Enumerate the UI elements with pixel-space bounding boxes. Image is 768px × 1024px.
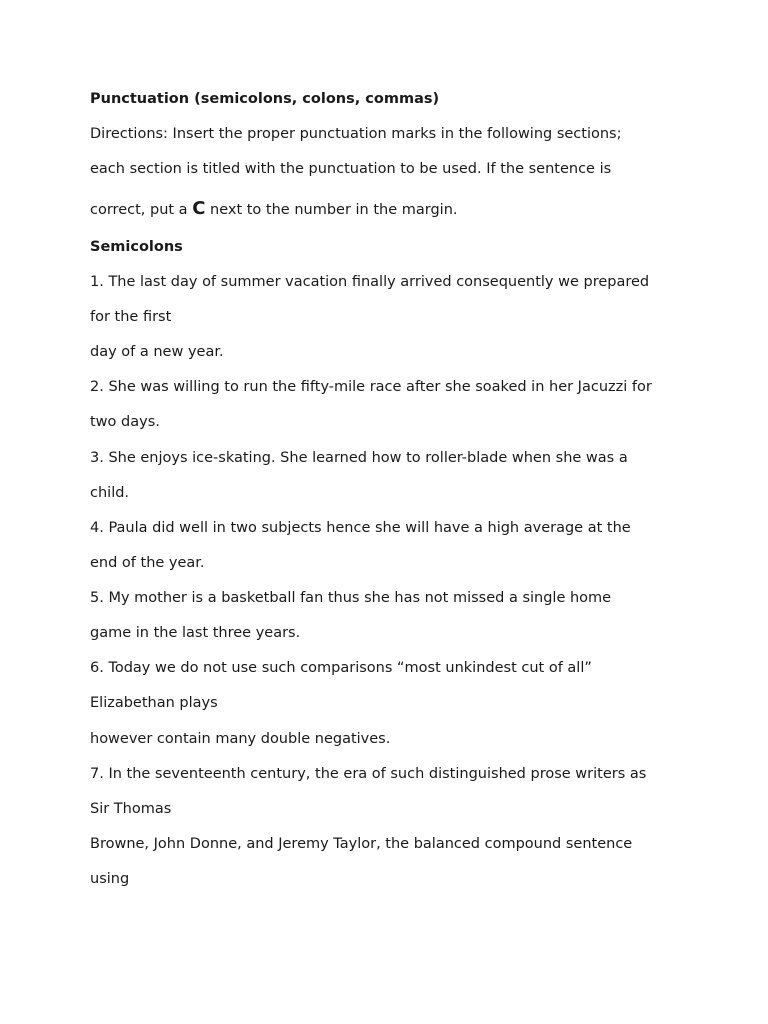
- item-line: however contain many double negatives.: [90, 731, 391, 747]
- item-line: 2. She was willing to run the fifty-mile race after she soaked in her Jacuzzi for: [90, 379, 652, 395]
- directions-line-3-end: next to the number in the margin.: [205, 202, 458, 218]
- item-line: using: [90, 871, 130, 887]
- item-line: 5. My mother is a basketball fan thus she has not missed a single home: [90, 590, 612, 606]
- item-line: two days.: [90, 414, 160, 430]
- item-line: Browne, John Donne, and Jeremy Taylor, the balanced compound sentence: [90, 836, 633, 852]
- item-line: 4. Paula did well in two subjects hence she will have a high average at the: [90, 520, 631, 536]
- item-line: 1. The last day of summer vacation finally arrived consequently we prepared: [90, 274, 650, 290]
- item-line: end of the year.: [90, 555, 205, 571]
- correct-mark-letter: C: [192, 198, 206, 219]
- directions-line-1: Directions: Insert the proper punctuation marks in the following sections;: [90, 126, 622, 142]
- item-line: day of a new year.: [90, 344, 224, 360]
- item-line: for the first: [90, 309, 172, 325]
- directions-line-3: [90, 200, 458, 219]
- document-title: Punctuation (semicolons, colons, commas): [90, 91, 440, 107]
- section-heading: Semicolons: [90, 239, 183, 255]
- directions-line-2: each section is titled with the punctuation to be used. If the sentence is: [90, 161, 612, 177]
- item-line: game in the last three years.: [90, 625, 301, 641]
- item-line: 7. In the seventeenth century, the era of such distinguished prose writers as: [90, 766, 647, 782]
- item-line: 3. She enjoys ice-skating. She learned how to roller-blade when she was a: [90, 450, 628, 466]
- item-line: child.: [90, 485, 130, 501]
- directions-line-3-start: correct, put a: [90, 202, 193, 218]
- item-line: Sir Thomas: [90, 801, 172, 817]
- item-line: Elizabethan plays: [90, 695, 218, 711]
- item-line: 6. Today we do not use such comparisons “most unkindest cut of all”: [90, 660, 592, 676]
